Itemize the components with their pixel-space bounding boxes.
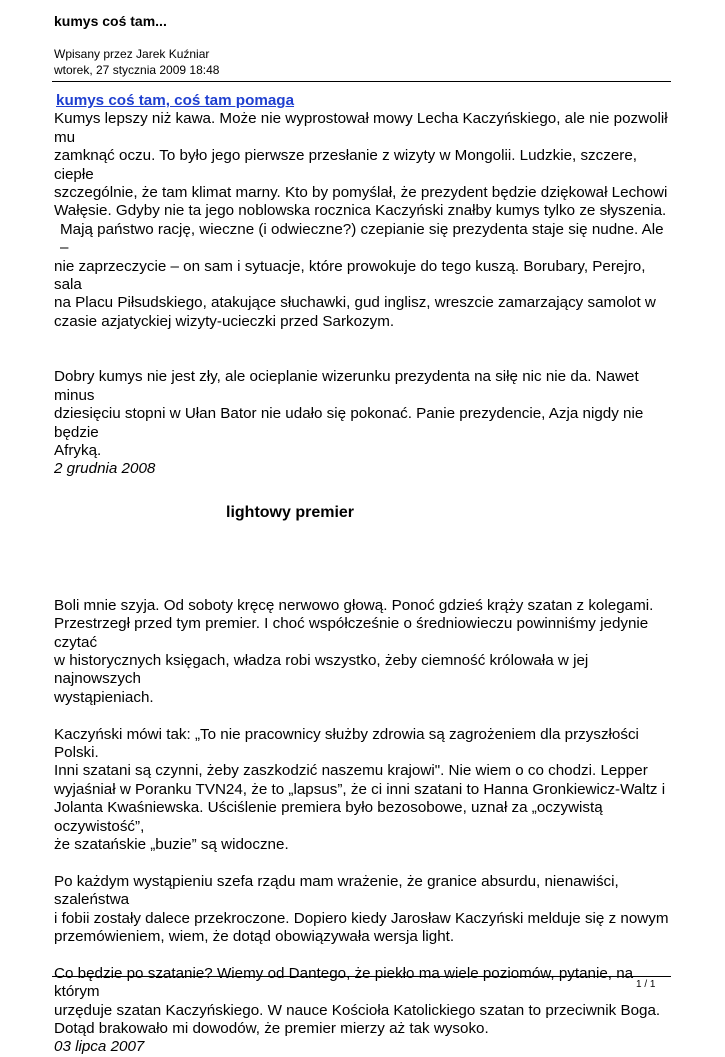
text-line: na Placu Piłsudskiego, atakujące słuchawki, gud inglisz, wreszcie zamarzający samolot w	[54, 294, 656, 312]
text-line: szczególnie, że tam klimat marny. Kto by pomyślał, że prezydent będzie dziękował Lechowi	[54, 184, 668, 202]
post2-paragraph-2	[54, 726, 674, 855]
text-line: Jolanta Kwaśniewska. Uściślenie premiera było bezosobowe, uznał za „oczywistą oczywistość”,	[54, 799, 603, 835]
post1-paragraph-3	[54, 368, 674, 460]
post2-date: 03 lipca 2007	[54, 1038, 145, 1056]
text-line: Po każdym wystąpieniu szefa rządu mam wrażenie, że granice absurdu, nienawiści, szaleństwa	[54, 872, 619, 909]
text-line: czasie azjatyckiej wizyty-ucieczki przed Sarkozym.	[54, 312, 395, 330]
text-line: nie zaprzeczycie – on sam i sytuacje, które prowokuje do tego kuszą. Borubary, Perejro, sala	[54, 257, 646, 294]
article-meta	[54, 46, 219, 78]
text-line: dziesięciu stopni w Ułan Bator nie udało się pokonać. Panie prezydencie, Azja nigdy nie będzie	[54, 405, 644, 441]
text-line: zamknąć oczu. To było jego pierwsze przesłanie z wizyty w Mongolii. Ludzkie, szczere, ciepłe	[54, 147, 637, 183]
page-number: 1 / 1	[636, 979, 656, 990]
text-line: Dobry kumys nie jest zły, ale ocieplanie wizerunku prezydenta na siłę nic nie da. Nawet minus	[54, 368, 639, 404]
text-line: wystąpieniach.	[54, 688, 154, 706]
post2-title: lightowy premier	[226, 503, 355, 521]
footer-divider	[52, 976, 671, 977]
text-line: Boli mnie szyja. Od soboty kręcę nerwowo głową. Ponoć gdzieś krąży szatan z kolegami.	[54, 596, 654, 614]
text-line: Co będzie po szatanie? Wiemy od Dantego, że piekło ma wiele poziomów, pytanie, na którym	[54, 964, 634, 1001]
post2-paragraph-3	[54, 873, 674, 947]
text-line: urzęduje szatan Kaczyńskiego. W nauce Kościoła Katolickiego szatan to przeciwnik Boga.	[54, 1001, 661, 1019]
author-line: Wpisany przez Jarek Kuźniar	[54, 47, 210, 61]
text-line: Mają państwo rację, wieczne (i odwieczne?) czepianie się prezydenta staje się nudne. Ale –	[60, 220, 664, 257]
post1-paragraph-2	[54, 221, 674, 331]
text-line: Dotąd brakowało mi dowodów, że premier mierzy aż tak wysoko.	[54, 1020, 489, 1038]
text-line: Przestrzegł przed tym premier. I choć współcześnie o średniowieczu powinniśmy jedynie czytać	[54, 615, 649, 651]
text-line: wyjaśniał w Poranku TVN24, że to „lapsus”, że ci inni szatani to Hanna Gronkiewicz-Waltz i	[54, 780, 666, 798]
post1-paragraph-1	[54, 110, 674, 220]
spacer	[54, 854, 674, 872]
text-line: przemówieniem, wiem, że dotąd obowiązywała wersja light.	[54, 928, 455, 945]
date-line: wtorek, 27 stycznia 2009 18:48	[54, 63, 220, 77]
spacer	[54, 331, 674, 368]
text-line: w historycznych księgach, władza robi wszystko, żeby ciemność królowała w jej najnowszych	[54, 651, 589, 688]
document-title: kumys coś tam...	[54, 13, 167, 29]
text-line: i fobii zostały dalece przekroczone. Dopiero kiedy Jarosław Kaczyński melduje się z nowym	[54, 909, 669, 927]
text-line: Afryką.	[54, 441, 102, 459]
article-body	[54, 92, 674, 1057]
header-divider	[52, 81, 671, 82]
text-line: Inni szatani są czynni, żeby zaszkodzić naszemu krajowi". Nie wiem o co chodzi. Lepper	[54, 762, 648, 780]
spacer	[54, 707, 674, 725]
text-line: Kaczyński mówi tak: „To nie pracownicy służby zdrowia są zagrożeniem dla przyszłości Polski.	[54, 725, 639, 761]
spacer	[54, 946, 674, 964]
text-line: Wałęsie. Gdyby nie ta jego noblowska rocznica Kaczyński znałby kumys tylko ze słyszenia.	[54, 202, 667, 220]
article-title-link[interactable]: kumys coś tam, coś tam pomaga	[56, 92, 295, 109]
post1-date: 2 grudnia 2008	[54, 460, 156, 478]
post2-paragraph-1	[54, 597, 674, 707]
text-line: że szatańskie „buzie” są widoczne.	[54, 835, 289, 853]
text-line: Kumys lepszy niż kawa. Może nie wyprostował mowy Lecha Kaczyńskiego, ale nie pozwolił mu	[54, 110, 668, 146]
